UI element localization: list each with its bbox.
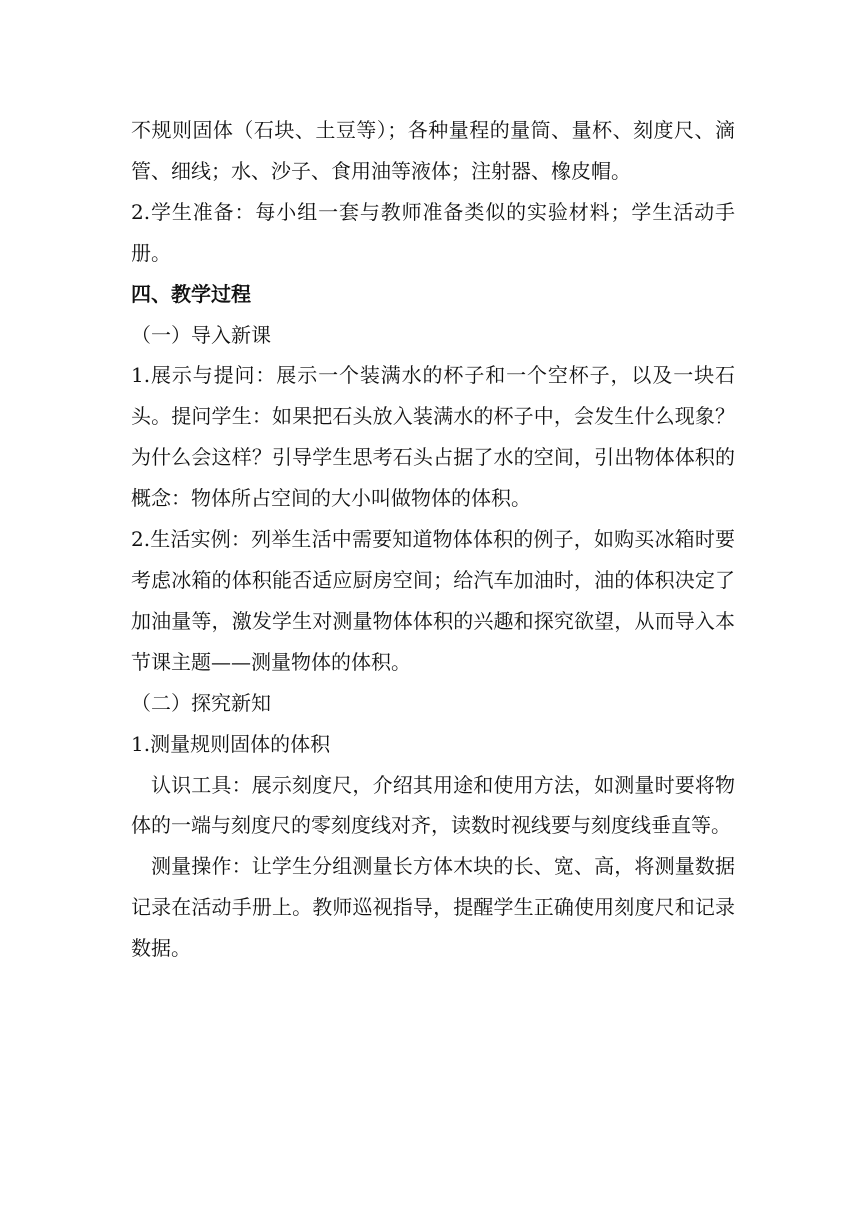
measure-regular-solid-heading: 1.测量规则固体的体积 xyxy=(131,731,331,756)
section-heading-teaching-process: 四、教学过程 xyxy=(131,281,251,306)
document-body xyxy=(131,110,735,969)
life-examples-paragraph: 2.生活实例：列举生活中需要知道物体体积的例子，如购买冰箱时要考虑冰箱的体积能否适应厨房空间；给汽车加油时，油的体积决定了加油量等，激发学生对测量物体体积的兴趣和探究欲望，从而导入本节课主题——测量物体的体积。 xyxy=(131,527,735,674)
show-and-ask-paragraph: 1.展示与提问：展示一个装满水的杯子和一个空杯子，以及一块石头。提问学生：如果把石头放入装满水的杯子中，会发生什么现象？为什么会这样？引导学生思考石头占据了水的空间，引出物体体积的概念：物体所占空间的大小叫做物体的体积。 xyxy=(131,363,735,511)
student-preparation-paragraph: 2.学生准备：每小组一套与教师准备类似的实验材料；学生活动手册。 xyxy=(131,199,735,265)
recognize-tools-paragraph: 认识工具：展示刻度尺，介绍其用途和使用方法，如测量时要将物体的一端与刻度尺的零刻度线对齐，读数时视线要与刻度线垂直等。 xyxy=(131,772,735,838)
materials-paragraph: 不规则固体（石块、土豆等）；各种量程的量筒、量杯、刻度尺、滴管、细线；水、沙子、食用油等液体；注射器、橡皮帽。 xyxy=(131,118,735,183)
subsection-heading-explore: （二）探究新知 xyxy=(131,690,271,715)
measurement-operation-paragraph: 测量操作：让学生分组测量长方体木块的长、宽、高，将测量数据记录在活动手册上。教师巡视指导，提醒学生正确使用刻度尺和记录数据。 xyxy=(131,854,735,961)
subsection-heading-introduction: （一）导入新课 xyxy=(131,322,271,347)
